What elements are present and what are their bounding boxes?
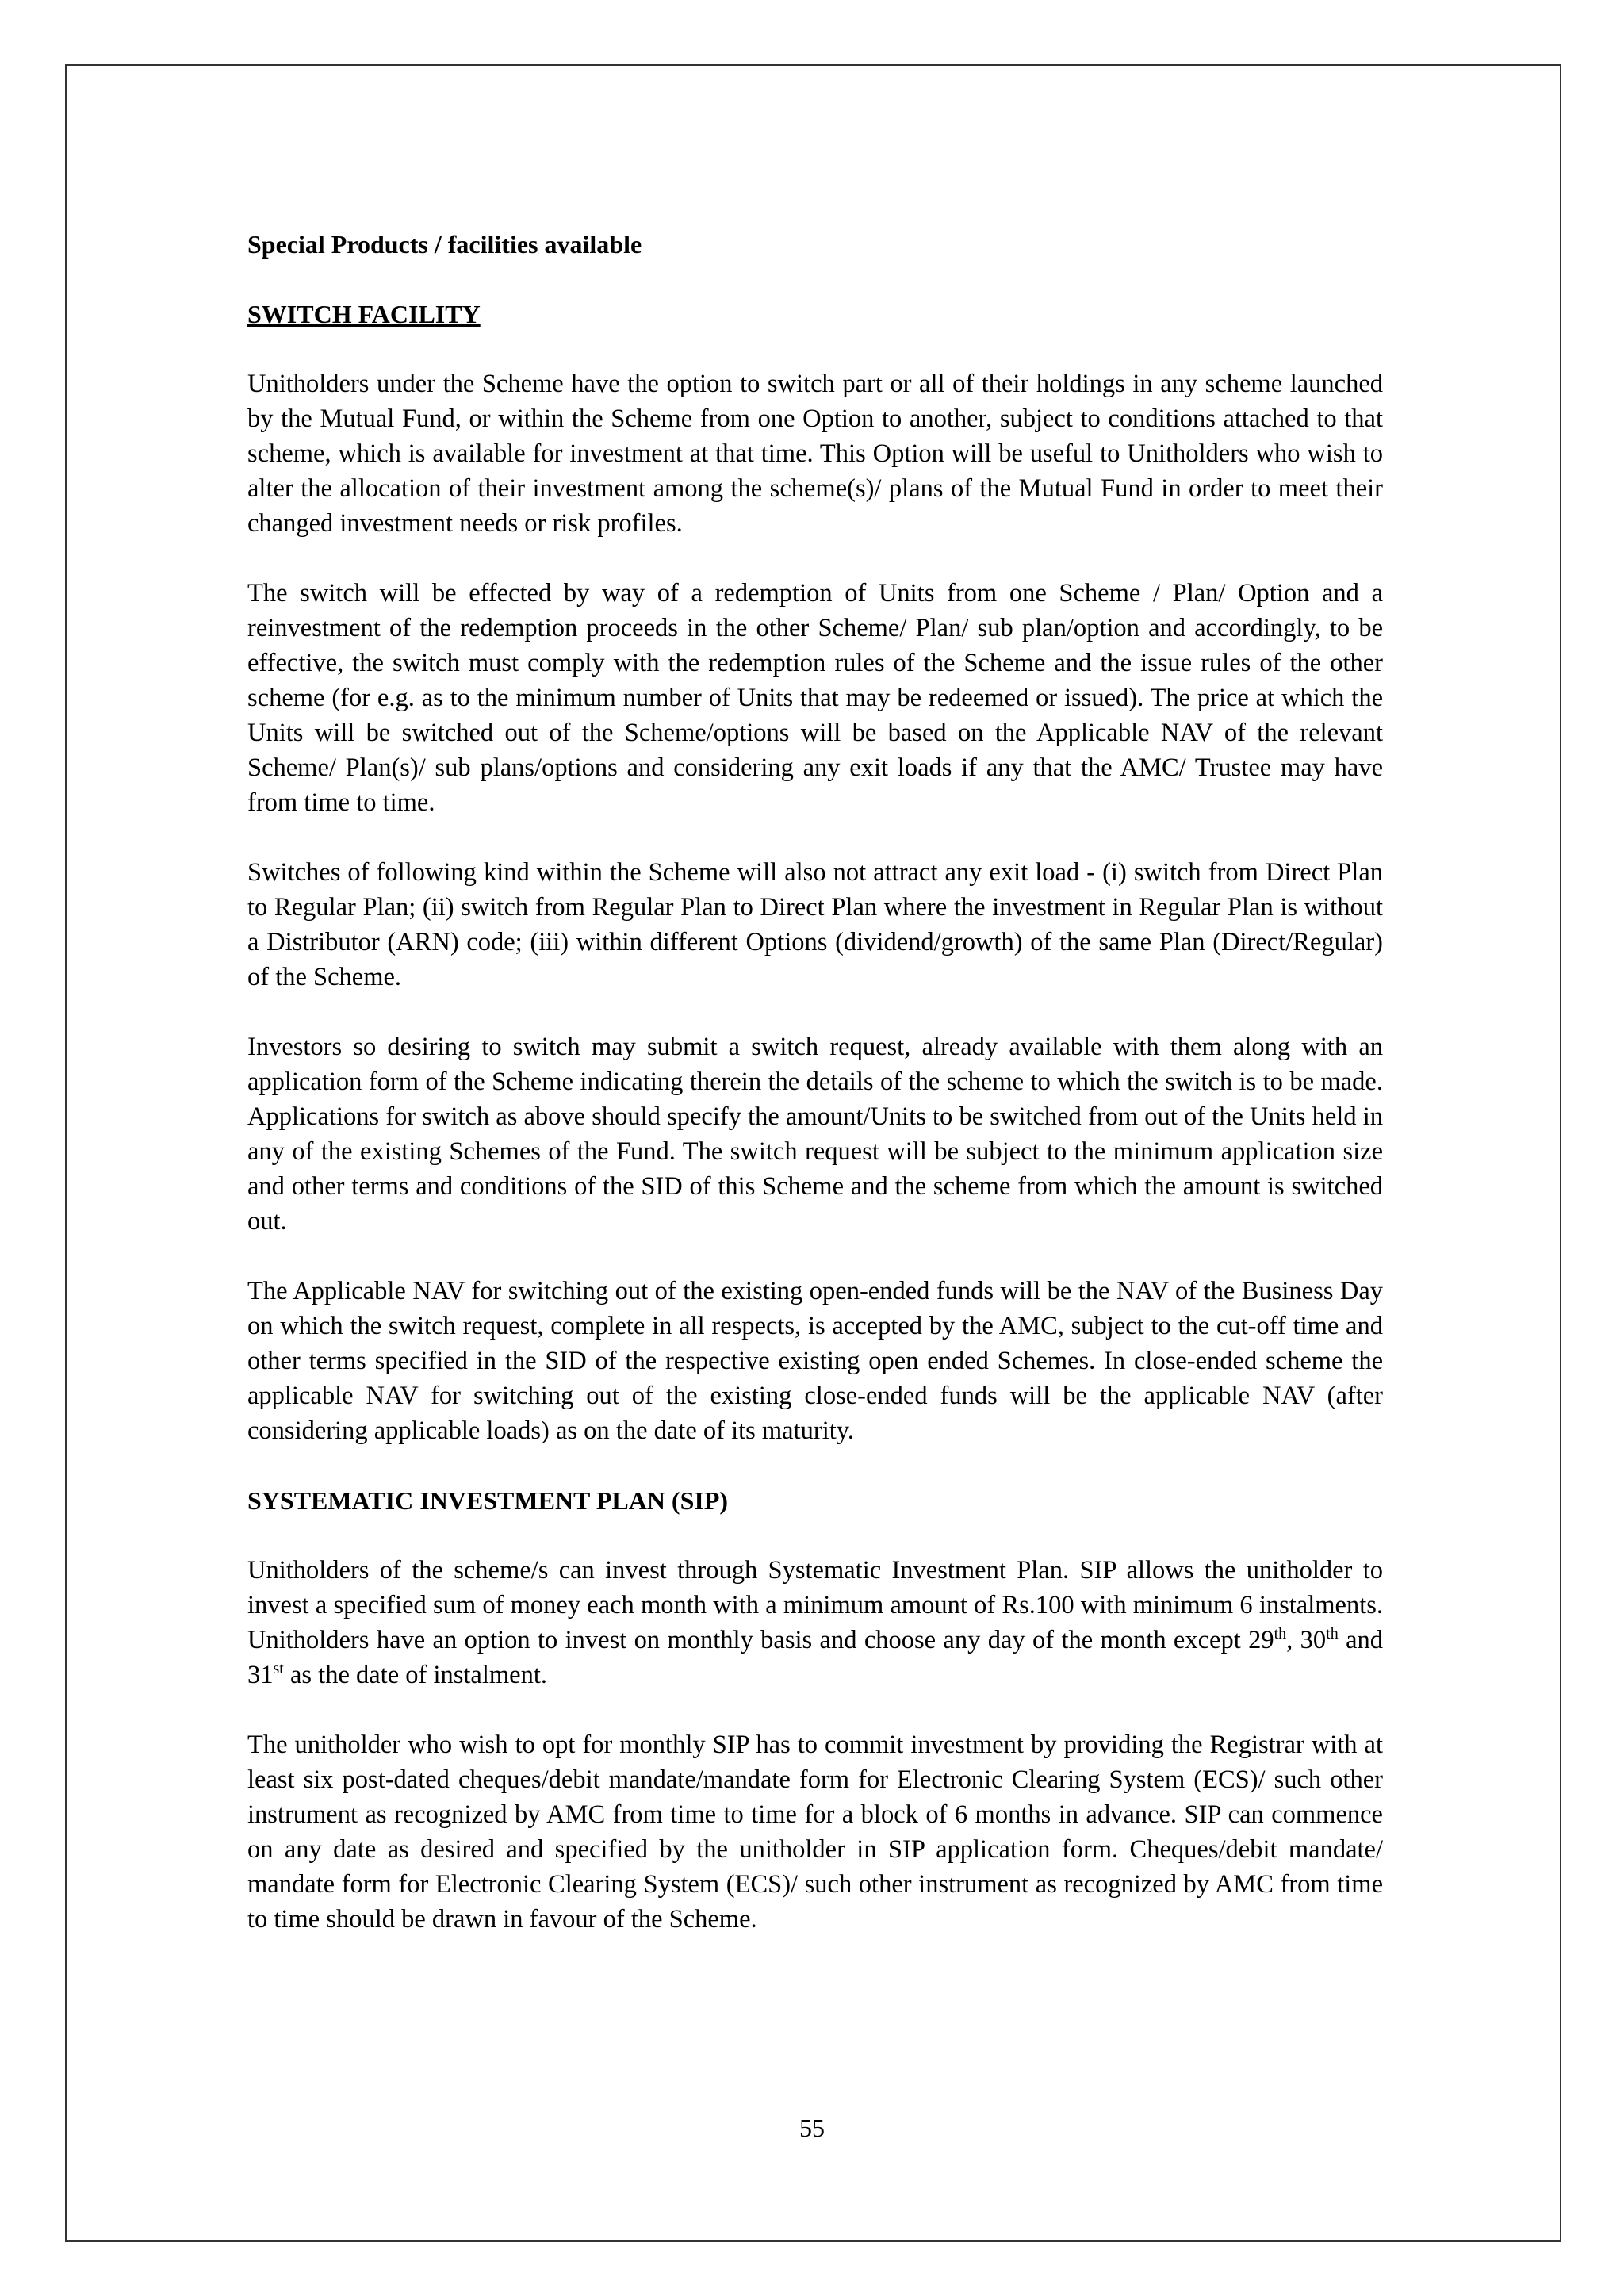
switch-paragraph: The switch will be effected by way of a redemption of Units from one Scheme / Plan/ Option and a reinvestment of the redemption proceeds in the other Scheme/ Plan/ sub plan/option and accordingly, to be effective, the switch must comply with the redemption rules of the Scheme and the issue rules of the other scheme (for e.g. as to the minimum number of Units that may be redeemed or issued). The price at which the Units will be switched out of the Scheme/options will be based on the Applicable NAV of the relevant Scheme/ Plan(s)/ sub plans/options and considering any exit loads if any that the AMC/ Trustee may have from time to time. xyxy=(247,579,1383,817)
page-number: 55 xyxy=(799,2114,825,2142)
ordinal-suffix: th xyxy=(1326,1625,1339,1643)
separator: and xyxy=(1338,1626,1384,1654)
switch-paragraph: Unitholders under the Scheme have the option to switch part or all of their holdings in any scheme launched by the Mutual Fund, or within the Scheme from one Option to another, subject to conditions attached to that scheme, which is available for investment at that time. This Option will be useful to Unitholders who wish to alter the allocation of their investment among the scheme(s)/ plans of the Mutual Fund in order to meet their changed investment needs or risk profiles. xyxy=(247,370,1383,538)
switch-paragraph: The Applicable NAV for switching out of the existing open-ended funds will be the NAV of the Business Day on which the switch request, complete in all respects, is accepted by the AMC, subject to the cut-off time and other terms specified in the SID of the respective existing open ended Schemes. In close-ended scheme the applicable NAV for switching out of the existing close-ended funds will be the applicable NAV (after considering applicable loads) as on the date of its maturity. xyxy=(247,1277,1383,1445)
sip-paragraph: The unitholder who wish to opt for monthly SIP has to commit investment by providing the Registrar with at least six post-dated cheques/debit mandate/mandate form for Electronic Clearing System (ECS)/ such other instrument as recognized by AMC from time to time for a block of 6 months in advance. SIP can commence on any date as desired and specified by the unitholder in SIP application form. Cheques/debit mandate/ mandate form for Electronic Clearing System (ECS)/ such other instrument as recognized by AMC from time to time should be drawn in favour of the Scheme. xyxy=(247,1731,1383,1934)
sip-text-tail: as the date of instalment. xyxy=(283,1661,547,1689)
ordinal-suffix: st xyxy=(273,1660,284,1678)
section-title: Special Products / facilities available xyxy=(247,230,642,259)
sip-paragraph xyxy=(247,1553,1383,1692)
ordinal-suffix: th xyxy=(1274,1625,1287,1643)
day-31: 31 xyxy=(247,1661,274,1689)
sip-text: Unitholders of the scheme/s can invest through Systematic Investment Plan. SIP allows the unitholder to invest a specified sum of money each month with a minimum amount of Rs.100 with minimum 6 instalments. Unitholders have an option to invest on monthly basis and choose any day of the month except xyxy=(247,1556,1383,1654)
day-29: 29 xyxy=(1248,1626,1274,1654)
separator: , xyxy=(1286,1626,1300,1654)
switch-paragraph: Switches of following kind within the Scheme will also not attract any exit load - (i) switch from Direct Plan to Regular Plan; (ii) switch from Regular Plan to Direct Plan where the investment in Regular Plan is without a Distributor (ARN) code; (iii) within different Options (dividend/growth) of the same Plan (Direct/Regular) of the Scheme. xyxy=(247,858,1383,991)
document-body xyxy=(247,227,1383,1972)
sip-heading: SYSTEMATIC INVESTMENT PLAN (SIP) xyxy=(247,1486,729,1515)
switch-paragraph: Investors so desiring to switch may submit a switch request, already available with them along with an application form of the Scheme indicating therein the details of the scheme to which the switch is to be made. Applications for switch as above should specify the amount/Units to be switched from out of the Units held in any of the existing Schemes of the Fund. The switch request will be subject to the minimum application size and other terms and conditions of the SID of this Scheme and the scheme from which the amount is switched out. xyxy=(247,1033,1383,1236)
switch-facility-heading: SWITCH FACILITY xyxy=(247,300,481,328)
day-30: 30 xyxy=(1300,1626,1327,1654)
